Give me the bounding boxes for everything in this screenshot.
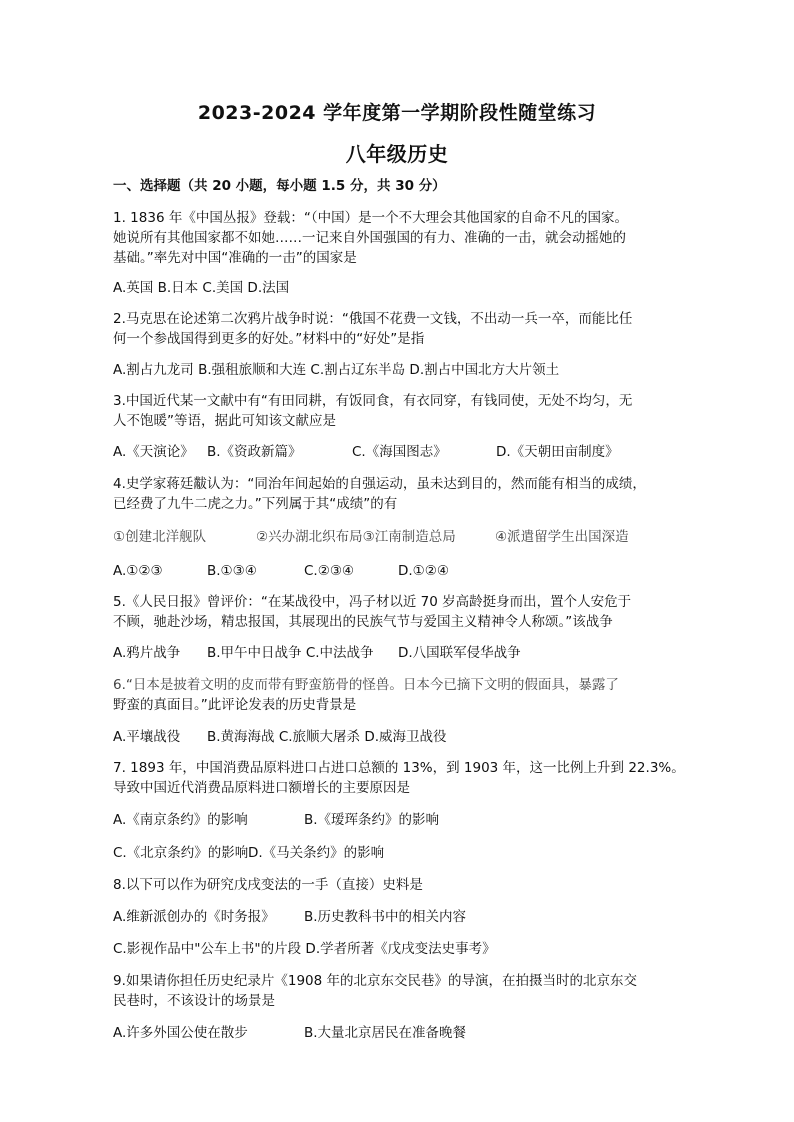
question-7-option-b: B.《瑷珲条约》的影响 [304, 812, 440, 828]
question-5-option-d: D.八国联军侵华战争 [398, 645, 521, 661]
question-3-line-2: 人不饱暖”等语，据此可知该文献应是 [113, 413, 336, 429]
question-2-options: A.割占九龙司 B.强租旅顺和大连 C.割占辽东半岛 D.割占中国北方大片领土 [113, 362, 560, 378]
question-2-line-2: 何一个参战国得到更多的好处。”材料中的“好处”是指 [113, 331, 425, 347]
question-9-option-b: B.大量北京居民在准备晚餐 [304, 1025, 467, 1041]
question-1-options: A.英国 B.日本 C.美国 D.法国 [113, 280, 290, 296]
question-7-option-d: D.《马关条约》的影响 [248, 845, 385, 861]
question-1-line-1: 1. 1836 年《中国丛报》登载：“（中国）是一个不大理会其他国家的自命不凡的国家。 [113, 210, 629, 226]
question-4-item-1: ①创建北洋舰队 [113, 529, 207, 545]
exam-title: 2023-2024 学年度第一学期阶段性随堂练习 [197, 102, 597, 124]
question-8-line-1: 8.以下可以作为研究戊戌变法的一手（直接）史料是 [113, 877, 423, 893]
section-heading: 一、选择题（共 20 小题，每小题 1.5 分，共 30 分） [113, 178, 446, 194]
question-1-line-2: 她说所有其他国家都不如她……一记来自外国强国的有力、准确的一击，就会动摇她的 [113, 230, 626, 246]
question-4-option-c: C.②③④ [304, 563, 355, 579]
question-1-line-3: 基础。”率先对中国“准确的一击”的国家是 [113, 250, 357, 266]
question-6-line-2: 野蛮的真面目。”此评论发表的历史背景是 [113, 697, 357, 713]
question-5-line-1: 5.《人民日报》曾评价：“在某战役中，冯子材以近 70 岁高龄挺身而出，置个人安危于 [113, 594, 632, 610]
question-7-line-1: 7. 1893 年，中国消费品原料进口占进口总额的 13%，到 1903 年，这一比例上升到 22.3%。 [113, 760, 685, 776]
question-3-option-b: B.《资政新篇》 [207, 444, 302, 460]
question-5-option-a: A.鸦片战争 [113, 645, 181, 661]
question-4-option-d: D.①②④ [398, 563, 449, 579]
question-3-option-c: C.《海国图志》 [352, 444, 447, 460]
question-9-option-a: A.许多外国公使在散步 [113, 1025, 248, 1041]
question-9-line-2: 民巷时，不该设计的场景是 [113, 993, 275, 1009]
question-4-option-b: B.①③④ [207, 563, 257, 579]
question-4-line-2: 已经费了九牛二虎之力。”下列属于其“成绩”的有 [113, 496, 398, 512]
question-7-option-c: C.《北京条约》的影响 [113, 845, 249, 861]
question-4-option-a: A.①②③ [113, 563, 163, 579]
question-4-item-2: ②兴办湖北织布局③江南制造总局 [256, 529, 456, 545]
question-9-line-1: 9.如果请你担任历史纪录片《1908 年的北京东交民巷》的导演，在拍摄当时的北京东交 [113, 973, 638, 989]
exam-subtitle: 八年级历史 [345, 142, 449, 166]
question-7-option-a: A.《南京条约》的影响 [113, 812, 248, 828]
question-6-option-a: A.平壤战役 [113, 729, 181, 745]
question-5-line-2: 不顾，驰赴沙场，精忠报国，其展现出的民族气节与爱国主义精神令人称颂。”该战争 [113, 614, 613, 630]
question-4-line-1: 4.史学家蒋廷黻认为：“同治年间起始的自强运动，虽未达到目的，然而能有相当的成绩， [113, 476, 646, 492]
question-6-option-bcd: B.黄海海战 C.旅顺大屠杀 D.威海卫战役 [207, 729, 447, 745]
question-8-option-cd: C.影视作品中"公车上书"的片段 D.学者所著《戊戌变法史事考》 [113, 941, 496, 957]
question-3-option-d: D.《天朝田亩制度》 [496, 444, 619, 460]
question-6-line-1: 6.“日本是披着文明的皮而带有野蛮筋骨的怪兽。日本今已摘下文明的假面具，暴露了 [113, 677, 619, 693]
question-8-option-b: B.历史教科书中的相关内容 [304, 909, 467, 925]
question-7-line-2: 导致中国近代消费品原料进口额增长的主要原因是 [113, 780, 410, 796]
question-5-option-bc: B.甲午中日战争 C.中法战争 [207, 645, 374, 661]
question-2-line-1: 2.马克思在论述第二次鸦片战争时说：“俄国不花费一文钱，不出动一兵一卒，而能比任 [113, 311, 633, 327]
question-4-item-3: ④派遣留学生出国深造 [495, 529, 629, 545]
question-8-option-a: A.维新派创办的《时务报》 [113, 909, 275, 925]
question-3-line-1: 3.中国近代某一文献中有“有田同耕，有饭同食，有衣同穿，有钱同使，无处不均匀，无 [113, 393, 633, 409]
question-3-option-a: A.《天演论》 [113, 444, 194, 460]
